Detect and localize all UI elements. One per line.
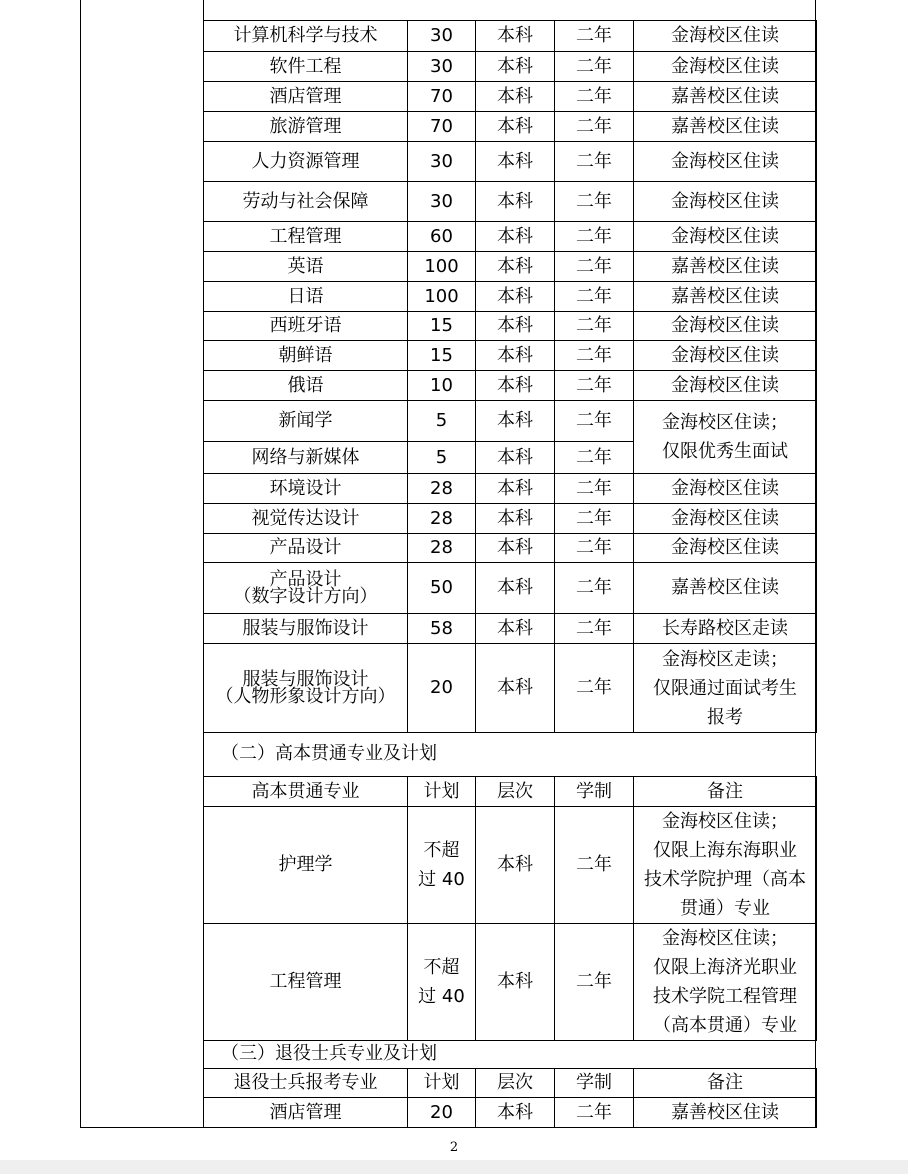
plan-cell: 100 (408, 252, 476, 282)
level-cell: 本科 (476, 21, 555, 52)
note-cell: 金海校区住读 (634, 474, 817, 504)
level-cell: 本科 (476, 341, 555, 371)
level-cell: 本科 (476, 282, 555, 312)
plan-cell: 5 (408, 442, 476, 474)
note-line: 金海校区住读； (662, 811, 788, 832)
table-row (204, 52, 817, 82)
header-level: 层次 (476, 777, 555, 807)
major-cell: 英语 (204, 252, 408, 282)
section-title: （二）高本贯通专业及计划 (221, 743, 437, 764)
note-line: 贯通）专业 (680, 898, 770, 919)
duration-cell: 二年 (555, 82, 634, 112)
note-line: 金海校区住读； (662, 412, 788, 433)
major-line: （数字设计方向） (233, 586, 378, 607)
major-line: 产品设计 (269, 569, 342, 590)
note-line: 金海校区住读； (662, 928, 788, 949)
table-row (204, 474, 817, 504)
note-cell: 金海校区住读 (634, 534, 817, 563)
major-cell: 西班牙语 (204, 312, 408, 341)
duration-cell: 二年 (555, 371, 634, 401)
plan-cell: 5 (408, 401, 476, 442)
plan-cell (408, 807, 476, 924)
note-cell (634, 807, 817, 924)
table-row (204, 142, 817, 182)
note-cell: 嘉善校区住读 (634, 563, 817, 614)
duration-cell: 二年 (555, 563, 634, 614)
level-cell: 本科 (476, 807, 555, 924)
major-cell: 工程管理 (204, 222, 408, 252)
major-cell: 日语 (204, 282, 408, 312)
note-cell (634, 924, 817, 1041)
veteran-table (203, 1068, 817, 1128)
table-row (204, 924, 817, 1041)
duration-cell: 二年 (555, 222, 634, 252)
note-cell: 金海校区住读 (634, 341, 817, 371)
plan-cell: 28 (408, 504, 476, 534)
note-line: 报考 (707, 706, 743, 728)
level-cell: 本科 (476, 222, 555, 252)
note-line: （高本贯通）专业 (653, 1015, 797, 1036)
note-line: 仅限通过面试考生 (653, 677, 797, 699)
plan-cell: 58 (408, 614, 476, 644)
duration-cell: 二年 (555, 442, 634, 474)
level-cell: 本科 (476, 644, 555, 733)
table-row (204, 341, 817, 371)
level-cell: 本科 (476, 563, 555, 614)
header-level: 层次 (476, 1069, 555, 1098)
plan-cell: 20 (408, 644, 476, 733)
major-line: （人物形象设计方向） (215, 686, 396, 707)
duration-cell: 二年 (555, 474, 634, 504)
note-cell: 金海校区住读 (634, 504, 817, 534)
major-cell: 朝鲜语 (204, 341, 408, 371)
table-row (204, 614, 817, 644)
plan-cell: 70 (408, 82, 476, 112)
note-cell: 金海校区住读 (634, 312, 817, 341)
header-note: 备注 (634, 777, 817, 807)
table-row (204, 504, 817, 534)
duration-cell: 二年 (555, 142, 634, 182)
header-plan: 计划 (408, 777, 476, 807)
major-cell: 服装与服饰设计 (204, 614, 408, 644)
level-cell: 本科 (476, 614, 555, 644)
table-row (204, 401, 817, 442)
header-major: 退役士兵报考专业 (204, 1069, 408, 1098)
plan-cell: 28 (408, 474, 476, 504)
gaoben-table (203, 776, 817, 1041)
note-line: 技术学院工程管理 (653, 986, 797, 1007)
note-line: 技术学院护理（高本 (644, 869, 806, 890)
table-row (204, 1098, 817, 1128)
section-title: （三）退役士兵专业及计划 (221, 1043, 437, 1064)
major-cell (204, 563, 408, 614)
level-cell: 本科 (476, 474, 555, 504)
major-cell: 护理学 (204, 807, 408, 924)
major-cell: 人力资源管理 (204, 142, 408, 182)
table-row (204, 252, 817, 282)
major-plan-table (203, 20, 817, 733)
table-row (204, 644, 817, 733)
duration-cell: 二年 (555, 504, 634, 534)
table-row (204, 21, 817, 52)
level-cell: 本科 (476, 182, 555, 222)
major-cell: 环境设计 (204, 474, 408, 504)
duration-cell: 二年 (555, 924, 634, 1041)
major-cell: 俄语 (204, 371, 408, 401)
level-cell: 本科 (476, 52, 555, 82)
major-cell: 新闻学 (204, 401, 408, 442)
duration-cell: 二年 (555, 252, 634, 282)
major-cell: 旅游管理 (204, 112, 408, 142)
merged-note-cell (634, 401, 817, 474)
level-cell: 本科 (476, 142, 555, 182)
note-cell: 金海校区住读 (634, 371, 817, 401)
table-row (204, 371, 817, 401)
plan-line: 过 40 (418, 869, 465, 890)
note-cell: 嘉善校区住读 (634, 1098, 817, 1128)
plan-cell: 100 (408, 282, 476, 312)
duration-cell: 二年 (555, 52, 634, 82)
note-line: 仅限上海济光职业 (653, 957, 797, 978)
plan-line: 过 40 (418, 986, 465, 1007)
page-number: 2 (449, 1140, 459, 1155)
major-cell: 酒店管理 (204, 82, 408, 112)
duration-cell: 二年 (555, 807, 634, 924)
note-cell: 金海校区住读 (634, 222, 817, 252)
major-cell: 软件工程 (204, 52, 408, 82)
plan-cell: 30 (408, 182, 476, 222)
plan-cell: 10 (408, 371, 476, 401)
table-row (204, 312, 817, 341)
level-cell: 本科 (476, 312, 555, 341)
header-plan: 计划 (408, 1069, 476, 1098)
plan-cell: 15 (408, 312, 476, 341)
note-line: 金海校区走读； (662, 648, 788, 670)
plan-cell: 60 (408, 222, 476, 252)
level-cell: 本科 (476, 1098, 555, 1128)
table-row (204, 807, 817, 924)
major-cell: 产品设计 (204, 534, 408, 563)
note-cell: 金海校区住读 (634, 182, 817, 222)
note-line: 仅限优秀生面试 (662, 441, 788, 462)
table-row (204, 82, 817, 112)
level-cell: 本科 (476, 252, 555, 282)
plan-cell: 70 (408, 112, 476, 142)
level-cell: 本科 (476, 371, 555, 401)
plan-cell: 15 (408, 341, 476, 371)
table-row (204, 282, 817, 312)
note-cell: 嘉善校区住读 (634, 252, 817, 282)
duration-cell: 二年 (555, 534, 634, 563)
level-cell: 本科 (476, 504, 555, 534)
note-cell: 长寿路校区走读 (634, 614, 817, 644)
duration-cell: 二年 (555, 644, 634, 733)
level-cell: 本科 (476, 442, 555, 474)
major-cell: 工程管理 (204, 924, 408, 1041)
note-cell: 金海校区住读 (634, 142, 817, 182)
plan-cell: 28 (408, 534, 476, 563)
note-cell: 嘉善校区住读 (634, 112, 817, 142)
header-duration: 学制 (555, 1069, 634, 1098)
duration-cell: 二年 (555, 21, 634, 52)
level-cell: 本科 (476, 534, 555, 563)
note-cell: 金海校区住读 (634, 21, 817, 52)
note-cell (634, 644, 817, 733)
note-cell: 嘉善校区住读 (634, 82, 817, 112)
table-header-row (204, 777, 817, 807)
level-cell: 本科 (476, 924, 555, 1041)
plan-cell: 20 (408, 1098, 476, 1128)
duration-cell: 二年 (555, 112, 634, 142)
duration-cell: 二年 (555, 282, 634, 312)
major-cell: 计算机科学与技术 (204, 21, 408, 52)
major-cell: 酒店管理 (204, 1098, 408, 1128)
plan-cell: 30 (408, 52, 476, 82)
header-major: 高本贯通专业 (204, 777, 408, 807)
table-row (204, 112, 817, 142)
level-cell: 本科 (476, 112, 555, 142)
major-line: 服装与服饰设计 (242, 669, 369, 690)
plan-cell: 50 (408, 563, 476, 614)
duration-cell: 二年 (555, 614, 634, 644)
major-cell: 视觉传达设计 (204, 504, 408, 534)
plan-cell: 30 (408, 21, 476, 52)
major-cell (204, 644, 408, 733)
plan-line: 不超 (423, 840, 460, 861)
table-row (204, 563, 817, 614)
header-duration: 学制 (555, 777, 634, 807)
header-note: 备注 (634, 1069, 817, 1098)
duration-cell: 二年 (555, 1098, 634, 1128)
page-gap (0, 1160, 908, 1174)
major-cell: 网络与新媒体 (204, 442, 408, 474)
table-header-row (204, 1069, 817, 1098)
outer-left-border (80, 0, 81, 1128)
table-row (204, 222, 817, 252)
note-cell: 金海校区住读 (634, 52, 817, 82)
plan-cell (408, 924, 476, 1041)
table-row (204, 182, 817, 222)
level-cell: 本科 (476, 82, 555, 112)
duration-cell: 二年 (555, 182, 634, 222)
plan-line: 不超 (423, 957, 460, 978)
duration-cell: 二年 (555, 312, 634, 341)
note-line: 仅限上海东海职业 (653, 840, 797, 861)
duration-cell: 二年 (555, 341, 634, 371)
major-cell: 劳动与社会保障 (204, 182, 408, 222)
plan-cell: 30 (408, 142, 476, 182)
duration-cell: 二年 (555, 401, 634, 442)
level-cell: 本科 (476, 401, 555, 442)
note-cell: 嘉善校区住读 (634, 282, 817, 312)
table-row (204, 534, 817, 563)
